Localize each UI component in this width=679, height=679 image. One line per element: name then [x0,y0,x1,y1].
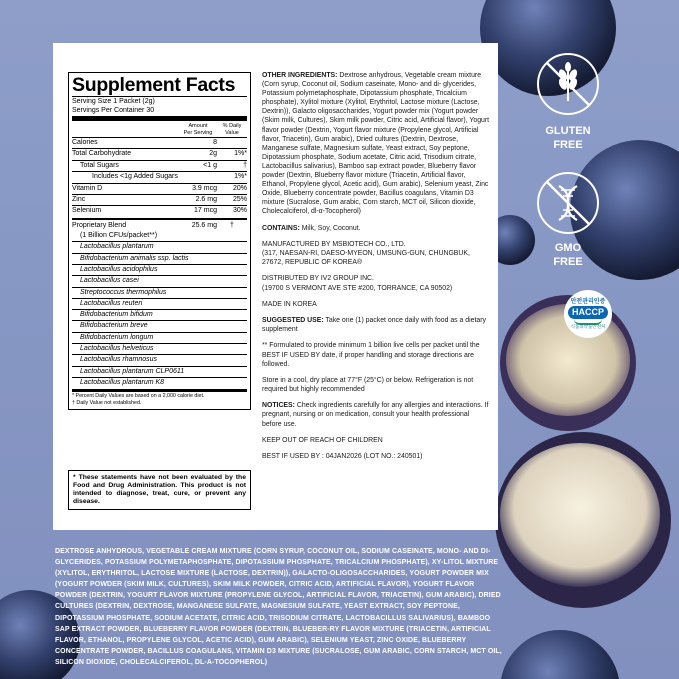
footnote-not-established: † Daily Value not established. [72,399,142,406]
label-info [262,71,490,468]
facts-header: Amount Per Serving % Daily Value [183,123,242,136]
nutrient-row: Calories 8 [72,137,247,148]
blueberry-half-lower-flesh [500,443,660,587]
strain-list [72,241,247,388]
formulated-note: ** Formulated to provide minimum 1 billion live cells per packet until the BEST IF USED BY date, if proper handling and storage directions are followed. [262,342,480,368]
serving-size: Serving Size 1 Packet (2g) [72,98,155,105]
nutrient-row: Zinc 2.6 mg 25% [72,194,247,205]
bottom-ingredients: DEXTROSE ANHYDROUS, VEGETABLE CREAM MIXTURE (CORN SYRUP, COCONUT OIL, SODIUM CASEINATE, MONO- AND DI-GLYCERIDES, POTASSIUM POLYMETAPHOSPHATE, DIPOTASSIUM PHOSPHATE, TRICALCIUM PHOSPHATE), XY-LITOL MIXTURE (XYLITOL, ERYTHRITOL, LACTOSE MIXTURE (LACTOSE, DEXTRIN)), GALACTO-OLIGOSACCHARIDES, YOGURT POWDER MIX (YOGURT POWDER (SKIM MILK, CULTURES), SKIM MILK POWDER, CITRIC ACID, ARTIFICIAL FLAVOR), YOGURT FLAVOR POWDER (DEXTRIN, YOGURT FLAVOR MIXTURE (PROPYLENE GLYCOL, ARTIFICIAL FLAVOR, TRIACETIN), GUM ARABIC), DRIED CULTURES (DEXTRIN, DEXTROSE, MANGANESE SULFATE, MAGNESIUM SULFATE, YEAST EXTRACT, SOY PEPTONE, DIPOTASSIUM PHOSPHATE, SODIUM ACETATE, CITRIC ACID, TRISODIUM CITRATE, LACTOBACILLUS SALIVARIUS), BAMBOO SAP EXTRACT POWDER, BLUEBERRY FLAVOR POWDER (DEXTRIN, BLUEBER-RY FLAVOR MIXTURE (TRIACETIN, ARTIFICIAL FLAVOR, ETHANOL, PROPYLENE GLYCOL, ACETIC ACID), GUM ARABIC), SELENIUM YEAST, ZINC OXIDE, BLUEBERRY CONCENTRATE POWDER, BACILLUS COAGULANS, VITAMIN D3 MIXTURE (SUCRALOSE, GUM ARABIC, CORN STARCH, MCT OIL, SILICON DIOXIDE, CHOLECALCIFEROL, DL-Α-TOCOPHEROL) [55,548,502,666]
strain-item: Bifidobacterium breve [72,320,247,331]
storage-note: Store in a cool, dry place at 77°F (25°C) or below. Refrigeration is not required but highly recommended [262,376,474,394]
strain-item: Lactobacillus reuteri [72,298,247,309]
blend-note: (1 Billion CFUs/packet**) [80,232,158,240]
nutrient-row: Total Carbohydrate 2g 1%* [72,148,247,159]
strain-item: Lactobacillus plantarum CLP0611 [72,366,247,377]
contains: CONTAINS: Milk, Soy, Coconut. [262,224,361,232]
gluten-free-label: GLUTEN FREE [545,125,591,151]
strain-item: Lactobacillus rhamnosus [72,354,247,365]
gmo-free-badge [537,172,599,234]
strain-item: Bifidobacterium animalis ssp. lactis [72,253,247,264]
supplement-facts-title: Supplement Facts [72,74,236,96]
notices: NOTICES: Check ingredients carefully for any allergies and interactions. If pregnant, nursing or on medication, consult your health professional before use. [262,402,489,428]
nutrient-row: Vitamin D 3.9 mcg 20% [72,183,247,194]
suggested-use: SUGGESTED USE: Take one (1) packet once daily with food as a dietary supplement [262,317,486,334]
distributed-by: DISTRIBUTED BY IV2 GROUP INC. (19700 S VERMONT AVE STE #200, TORRANCE, CA 90502) [262,275,453,292]
gluten-free-badge [537,53,599,115]
fda-disclaimer: * These statements have not been evaluated by the Food and Drug Administration. This product is not intended to diagnose, treat, cure, or prevent any disease. [68,470,251,510]
servings-per-container: Servings Per Container 30 [72,107,155,114]
strain-item: Streptococcus thermophilus [72,287,247,298]
haccp-seal: 안전관리인증 HACCP 식품의약품안전처 [564,290,612,338]
nutrient-row: Selenium 17 mcg 30% [72,205,247,216]
blueberry-bottom-right [500,630,620,679]
footnote-dv: * Percent Daily Values are based on a 2,000 calorie diet. [72,392,205,399]
strain-item: Bifidobacterium longum [72,332,247,343]
manufactured-by: MANUFACTURED BY MSBIOTECH CO., LTD. (317, NAESAN-RI, DAESO-MYEON, UMSUNG-GUN, CHUNGBUK, 27672, REPUBLIC OF KOREA® [262,240,470,267]
strain-item: Bifidobacterium bifidum [72,309,247,320]
gmo-free-label: GMO FREE [553,242,583,268]
supplement-facts-panel [68,72,251,410]
strain-item: Lactobacillus plantarum K8 [72,377,247,388]
nutrient-row: Total Sugars <1 g † [72,160,247,171]
best-if-used-by: BEST IF USED BY : 04JAN2026 (LOT NO.: 240501) [262,453,423,461]
strain-item: Lactobacillus acidophilus [72,264,247,275]
nutrient-rows [72,137,247,217]
proprietary-blend-row: Proprietary Blend 25.6 mg † [72,222,234,230]
made-in: MADE IN KOREA [262,300,317,308]
other-ingredients: OTHER INGREDIENTS: Dextrose anhydrous, Vegetable cream mixture (Corn syrup, Coconut oil, Sodium caseinate, Mono- and di- glycerides, Potassium polymetaphosphate, Dipotassium phosphate, Tricalcium phosphate), Xylitol mixture (Xylitol, Erythritol, Lactose mixture (Lactose, Dextrin)), Galacto oligosaccharides, Yogurt powder mix (Yogurt powder (Skim milk, Cultures), Skim milk powder, Citric acid, Artificial flavor), Yogurt flavor powder (Dextrin, Yogurt flavor mixture (Propylene glycol, Artificial flavor, Triacetin), Gum arabic), Dried cultures (Dextrin, Dextrose, Manganese sulfate, Magnesium sulfate, Yeast extract, Soy peptone, Dipotassium phosphate, Sodium acetate, Citric acid, Trisodium citrate, Lactobacillus salivarius), Bamboo sap extract powder, Blueberry flavor powder (Dextrin, Blueberry flavor mixture (Triacetin, Artificial flavor, Ethanol, Propylene glycol, Acetic acid), Gum arabic), Selenium yeast, Zinc Oxide, Blueberry concentrate powder, Bacillus coagulans, Vitamin D3 mixture (Sucralose, Gum arabic, Corn starch, MCT oil, Silicon dioxide, Cholecalciferol, dl-α-Tocopherol) [262,72,490,216]
strain-item: Lactobacillus helveticus [72,343,247,354]
keep-out: KEEP OUT OF REACH OF CHILDREN [262,436,383,444]
strain-item: Lactobacillus casei [72,275,247,286]
nutrient-row: Includes <1g Added Sugars 1%* [72,171,247,182]
strain-item: Lactobacillus plantarum [72,241,247,252]
wheat-crossed-icon [539,55,597,113]
dna-crossed-icon [539,174,597,232]
